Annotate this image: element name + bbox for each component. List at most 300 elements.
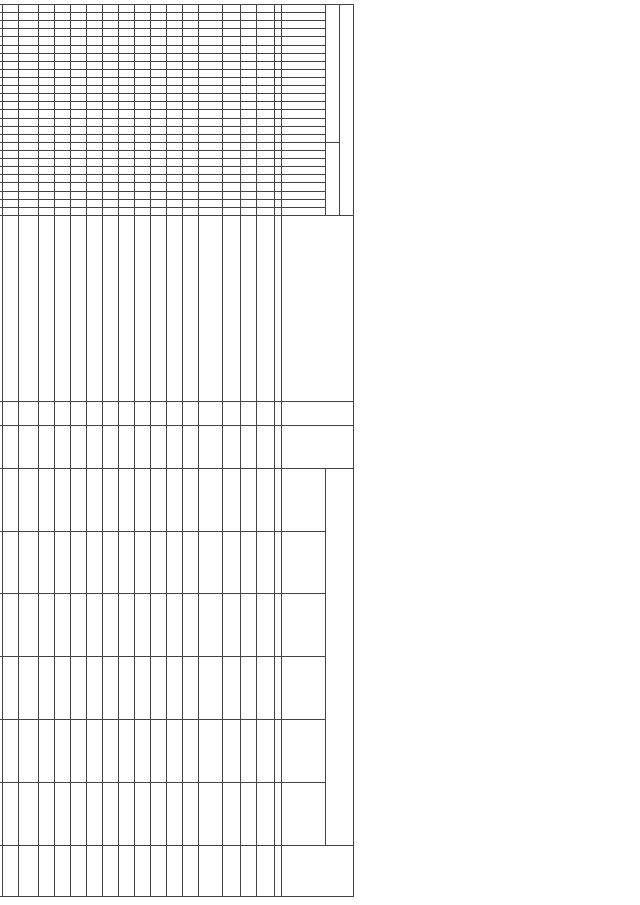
code-cell <box>3 159 19 167</box>
code-cell <box>257 191 275 199</box>
code-cell <box>183 37 199 45</box>
value-cell <box>257 468 275 531</box>
code-cell <box>241 13 257 21</box>
value-cell <box>199 720 223 783</box>
column-number-cell <box>275 594 282 657</box>
code-cell <box>55 61 71 69</box>
code-cell <box>119 118 135 126</box>
code-cell <box>87 159 103 167</box>
code-cell <box>199 199 223 207</box>
description-cell <box>135 216 151 402</box>
code-cell <box>135 69 151 77</box>
value-cell <box>119 594 135 657</box>
code-cell <box>19 118 39 126</box>
code-cell <box>199 207 223 215</box>
code-cell <box>55 86 71 94</box>
table-row <box>151 5 167 897</box>
code-cell <box>257 37 275 45</box>
code-cell <box>55 150 71 158</box>
code-cell <box>151 199 167 207</box>
base-value-cell <box>3 426 19 469</box>
unit-header <box>282 401 354 425</box>
code-cell <box>39 5 55 13</box>
code-cell <box>183 102 199 110</box>
table-row <box>135 5 151 897</box>
code-cell <box>71 13 87 21</box>
code-cell <box>3 175 19 183</box>
column-number-cell <box>275 69 282 77</box>
code-cell <box>257 134 275 142</box>
code-cell <box>167 191 183 199</box>
base-value-cell <box>55 426 71 469</box>
table-row <box>223 5 241 897</box>
code-cell <box>223 102 241 110</box>
code-cell <box>135 175 151 183</box>
value-cell <box>87 531 103 594</box>
table-row <box>87 5 103 897</box>
code-cell <box>241 21 257 29</box>
code-cell <box>183 94 199 102</box>
code-cell <box>0 118 3 126</box>
code-cell <box>135 134 151 142</box>
code-cell <box>119 77 135 85</box>
value-cell <box>103 594 119 657</box>
code-cell <box>19 37 39 45</box>
code-cell <box>55 5 71 13</box>
code-cell <box>241 142 257 150</box>
code-cell <box>39 150 55 158</box>
name-header <box>282 216 354 402</box>
code-cell <box>167 13 183 21</box>
code-cell <box>151 86 167 94</box>
code-cell <box>39 191 55 199</box>
code-cell <box>257 207 275 215</box>
value-cell <box>119 720 135 783</box>
value-cell <box>223 783 241 846</box>
code-cell <box>3 21 19 29</box>
base-value-cell <box>39 426 55 469</box>
value-cell <box>257 531 275 594</box>
code-cell <box>3 134 19 142</box>
value-cell <box>151 783 167 846</box>
code-cell <box>39 94 55 102</box>
value-cell <box>119 531 135 594</box>
description-cell <box>151 216 167 402</box>
target-cell <box>183 845 199 896</box>
code-cell <box>19 126 39 134</box>
description-cell <box>0 216 3 402</box>
code-cell <box>0 110 3 118</box>
code-cell <box>19 110 39 118</box>
code-cell <box>135 77 151 85</box>
code-cell <box>223 61 241 69</box>
value-cell <box>19 783 39 846</box>
code-cell <box>183 126 199 134</box>
code-cell <box>199 118 223 126</box>
code-cell <box>103 199 119 207</box>
unit-cell <box>135 401 151 425</box>
column-number-cell <box>275 86 282 94</box>
code-cell <box>151 94 167 102</box>
column-number-cell <box>275 126 282 134</box>
value-cell <box>39 468 55 531</box>
code-cell <box>39 142 55 150</box>
unit-cell <box>71 401 87 425</box>
column-number-cell <box>275 61 282 69</box>
target-cell <box>39 845 55 896</box>
column-number-cell <box>275 5 282 13</box>
value-cell <box>39 720 55 783</box>
code-cell <box>103 183 119 191</box>
code-cell <box>55 191 71 199</box>
code-cell <box>3 191 19 199</box>
code-cell <box>71 45 87 53</box>
code-cell <box>151 191 167 199</box>
code-cell <box>19 53 39 61</box>
target-header <box>282 845 354 896</box>
column-number-cell <box>275 657 282 720</box>
code-cell <box>257 102 275 110</box>
code-cell <box>241 167 257 175</box>
code-cell <box>55 167 71 175</box>
code-cell <box>19 134 39 142</box>
code-cell <box>0 126 3 134</box>
code-cell <box>199 167 223 175</box>
value-cell <box>3 657 19 720</box>
table-row <box>103 5 119 897</box>
table-row <box>19 5 39 897</box>
value-cell <box>151 720 167 783</box>
code-cell <box>135 126 151 134</box>
code-cell <box>87 207 103 215</box>
code-cell <box>257 77 275 85</box>
unit-cell <box>39 401 55 425</box>
value-cell <box>0 783 3 846</box>
code-cell <box>151 110 167 118</box>
code-cell <box>199 183 223 191</box>
code-cell <box>167 142 183 150</box>
base-value-cell <box>0 426 3 469</box>
code-cell <box>183 167 199 175</box>
column-number-cell <box>275 845 282 896</box>
value-cell <box>103 657 119 720</box>
code-cell <box>55 45 71 53</box>
code-cell <box>151 207 167 215</box>
code-cell <box>199 53 223 61</box>
code-cell <box>167 61 183 69</box>
code-cell <box>55 37 71 45</box>
code-cell <box>71 126 87 134</box>
code-cell <box>39 110 55 118</box>
description-cell <box>103 216 119 402</box>
column-number-cell <box>275 159 282 167</box>
code-cell <box>241 134 257 142</box>
code-cell <box>19 167 39 175</box>
table-row <box>0 5 3 897</box>
code-cell <box>87 13 103 21</box>
value-cell <box>199 657 223 720</box>
column-number-cell <box>275 720 282 783</box>
value-cell <box>71 783 87 846</box>
base-value-cell <box>199 426 223 469</box>
value-cell <box>0 531 3 594</box>
code-cell <box>241 175 257 183</box>
code-cell <box>167 199 183 207</box>
code-cell <box>135 13 151 21</box>
unit-cell <box>55 401 71 425</box>
code-cell <box>39 77 55 85</box>
code-cell <box>241 159 257 167</box>
target-cell <box>167 845 183 896</box>
base-value-cell <box>151 426 167 469</box>
code-cell <box>199 37 223 45</box>
unit-cell <box>103 401 119 425</box>
code-cell <box>103 69 119 77</box>
value-cell <box>135 783 151 846</box>
base-value-cell <box>241 426 257 469</box>
description-cell <box>19 216 39 402</box>
code-cell <box>0 142 3 150</box>
code-cell <box>167 126 183 134</box>
code-cell <box>199 86 223 94</box>
code-cell <box>167 94 183 102</box>
target-cell <box>119 845 135 896</box>
code-cell <box>0 13 3 21</box>
value-cell <box>257 783 275 846</box>
code-cell <box>151 53 167 61</box>
code-cell <box>183 45 199 53</box>
code-cell <box>71 94 87 102</box>
value-cell <box>19 657 39 720</box>
code-cell <box>167 69 183 77</box>
code-cell <box>3 110 19 118</box>
code-cell <box>223 191 241 199</box>
value-cell <box>167 531 183 594</box>
code-cell <box>199 69 223 77</box>
code-cell <box>55 13 71 21</box>
column-number-cell <box>275 207 282 215</box>
code-cell <box>103 13 119 21</box>
code-cell <box>151 102 167 110</box>
code-cell <box>183 142 199 150</box>
target-cell <box>103 845 119 896</box>
code-cell <box>103 142 119 150</box>
code-cell <box>0 5 3 13</box>
code-cell <box>39 134 55 142</box>
value-cell <box>39 531 55 594</box>
code-cell <box>55 21 71 29</box>
code-cell <box>3 207 19 215</box>
code-cell <box>19 21 39 29</box>
column-number-cell <box>275 118 282 126</box>
code-cell <box>257 150 275 158</box>
code-cell <box>151 29 167 37</box>
column-number-cell <box>275 53 282 61</box>
code-cell <box>19 77 39 85</box>
code-cell <box>0 77 3 85</box>
code-cell <box>223 207 241 215</box>
code-cell <box>119 61 135 69</box>
description-cell <box>39 216 55 402</box>
code-cell <box>3 126 19 134</box>
code-cell <box>167 37 183 45</box>
value-cell <box>183 594 199 657</box>
code-cell <box>71 118 87 126</box>
code-cell <box>0 94 3 102</box>
column-number-cell <box>275 13 282 21</box>
value-cell <box>3 531 19 594</box>
description-cell <box>257 216 275 402</box>
value-cell <box>183 531 199 594</box>
code-cell <box>223 199 241 207</box>
code-cell <box>183 53 199 61</box>
value-cell <box>241 720 257 783</box>
code-cell <box>241 191 257 199</box>
code-cell <box>0 207 3 215</box>
unit-cell <box>167 401 183 425</box>
column-number-cell <box>275 175 282 183</box>
value-cell <box>223 720 241 783</box>
target-cell <box>199 845 223 896</box>
code-cell <box>3 77 19 85</box>
code-cell <box>257 21 275 29</box>
code-cell <box>3 5 19 13</box>
value-cell <box>71 657 87 720</box>
code-cell <box>103 86 119 94</box>
code-cell <box>0 21 3 29</box>
code-cell <box>55 134 71 142</box>
value-cell <box>0 657 3 720</box>
unit-cell <box>87 401 103 425</box>
code-cell <box>55 199 71 207</box>
code-cell <box>39 21 55 29</box>
code-cell <box>151 13 167 21</box>
value-cell <box>71 531 87 594</box>
column-number-cell <box>275 783 282 846</box>
value-cell <box>3 783 19 846</box>
value-cell <box>119 783 135 846</box>
code-cell <box>199 126 223 134</box>
code-cell <box>119 183 135 191</box>
code-cell <box>39 175 55 183</box>
code-cell <box>19 191 39 199</box>
program-table <box>0 4 354 897</box>
value-cell <box>103 720 119 783</box>
code-cell <box>183 110 199 118</box>
code-cell <box>87 118 103 126</box>
code-cell <box>223 150 241 158</box>
code-cell <box>87 110 103 118</box>
unit-cell <box>223 401 241 425</box>
description-cell <box>223 216 241 402</box>
code-cell <box>87 69 103 77</box>
code-cell <box>119 94 135 102</box>
code-cell <box>103 45 119 53</box>
code-cell <box>199 5 223 13</box>
code-cell <box>167 118 183 126</box>
code-cell <box>241 37 257 45</box>
code-cell <box>183 69 199 77</box>
code-cell <box>119 191 135 199</box>
code-cell <box>183 29 199 37</box>
code-cell <box>19 102 39 110</box>
code-cell <box>199 77 223 85</box>
code-cell <box>257 110 275 118</box>
value-cell <box>19 468 39 531</box>
code-cell <box>167 175 183 183</box>
value-cell <box>257 657 275 720</box>
column-number-cell <box>275 94 282 102</box>
code-cell <box>0 134 3 142</box>
code-cell <box>241 53 257 61</box>
value-cell <box>55 720 71 783</box>
code-cell <box>241 86 257 94</box>
code-cell <box>199 13 223 21</box>
value-cell <box>167 783 183 846</box>
code-cell <box>199 94 223 102</box>
code-cell <box>135 150 151 158</box>
code-cell <box>199 110 223 118</box>
code-cell <box>135 5 151 13</box>
code-cell <box>183 207 199 215</box>
code-cell <box>135 37 151 45</box>
code-cell <box>167 21 183 29</box>
column-number-cell <box>275 37 282 45</box>
value-cell <box>3 594 19 657</box>
base-value-cell <box>223 426 241 469</box>
code-cell <box>19 94 39 102</box>
code-cell <box>87 150 103 158</box>
code-cell <box>71 167 87 175</box>
code-cell <box>55 102 71 110</box>
code-cell <box>151 5 167 13</box>
code-cell <box>183 86 199 94</box>
code-cell <box>119 159 135 167</box>
code-cell <box>3 45 19 53</box>
code-cell <box>135 45 151 53</box>
code-cell <box>55 175 71 183</box>
code-cell <box>87 86 103 94</box>
code-cell <box>19 69 39 77</box>
code-cell <box>167 167 183 175</box>
code-cell <box>55 118 71 126</box>
code-cell <box>71 175 87 183</box>
description-cell <box>55 216 71 402</box>
code-cell <box>135 86 151 94</box>
table-row <box>241 5 257 897</box>
code-cell <box>223 21 241 29</box>
code-cell <box>241 207 257 215</box>
value-cell <box>135 531 151 594</box>
code-cell <box>151 142 167 150</box>
code-cell <box>167 45 183 53</box>
code-cell <box>39 69 55 77</box>
analytic-code-group-header <box>326 142 340 215</box>
base-value-cell <box>135 426 151 469</box>
code-cell <box>199 175 223 183</box>
code-cell <box>167 150 183 158</box>
code-cell <box>223 118 241 126</box>
code-cell <box>87 167 103 175</box>
code-cell <box>119 199 135 207</box>
value-cell <box>183 468 199 531</box>
code-cell <box>0 69 3 77</box>
code-cell <box>135 191 151 199</box>
base-value-header <box>282 426 354 469</box>
table-row <box>167 5 183 897</box>
code-cell <box>257 61 275 69</box>
code-cell <box>71 207 87 215</box>
